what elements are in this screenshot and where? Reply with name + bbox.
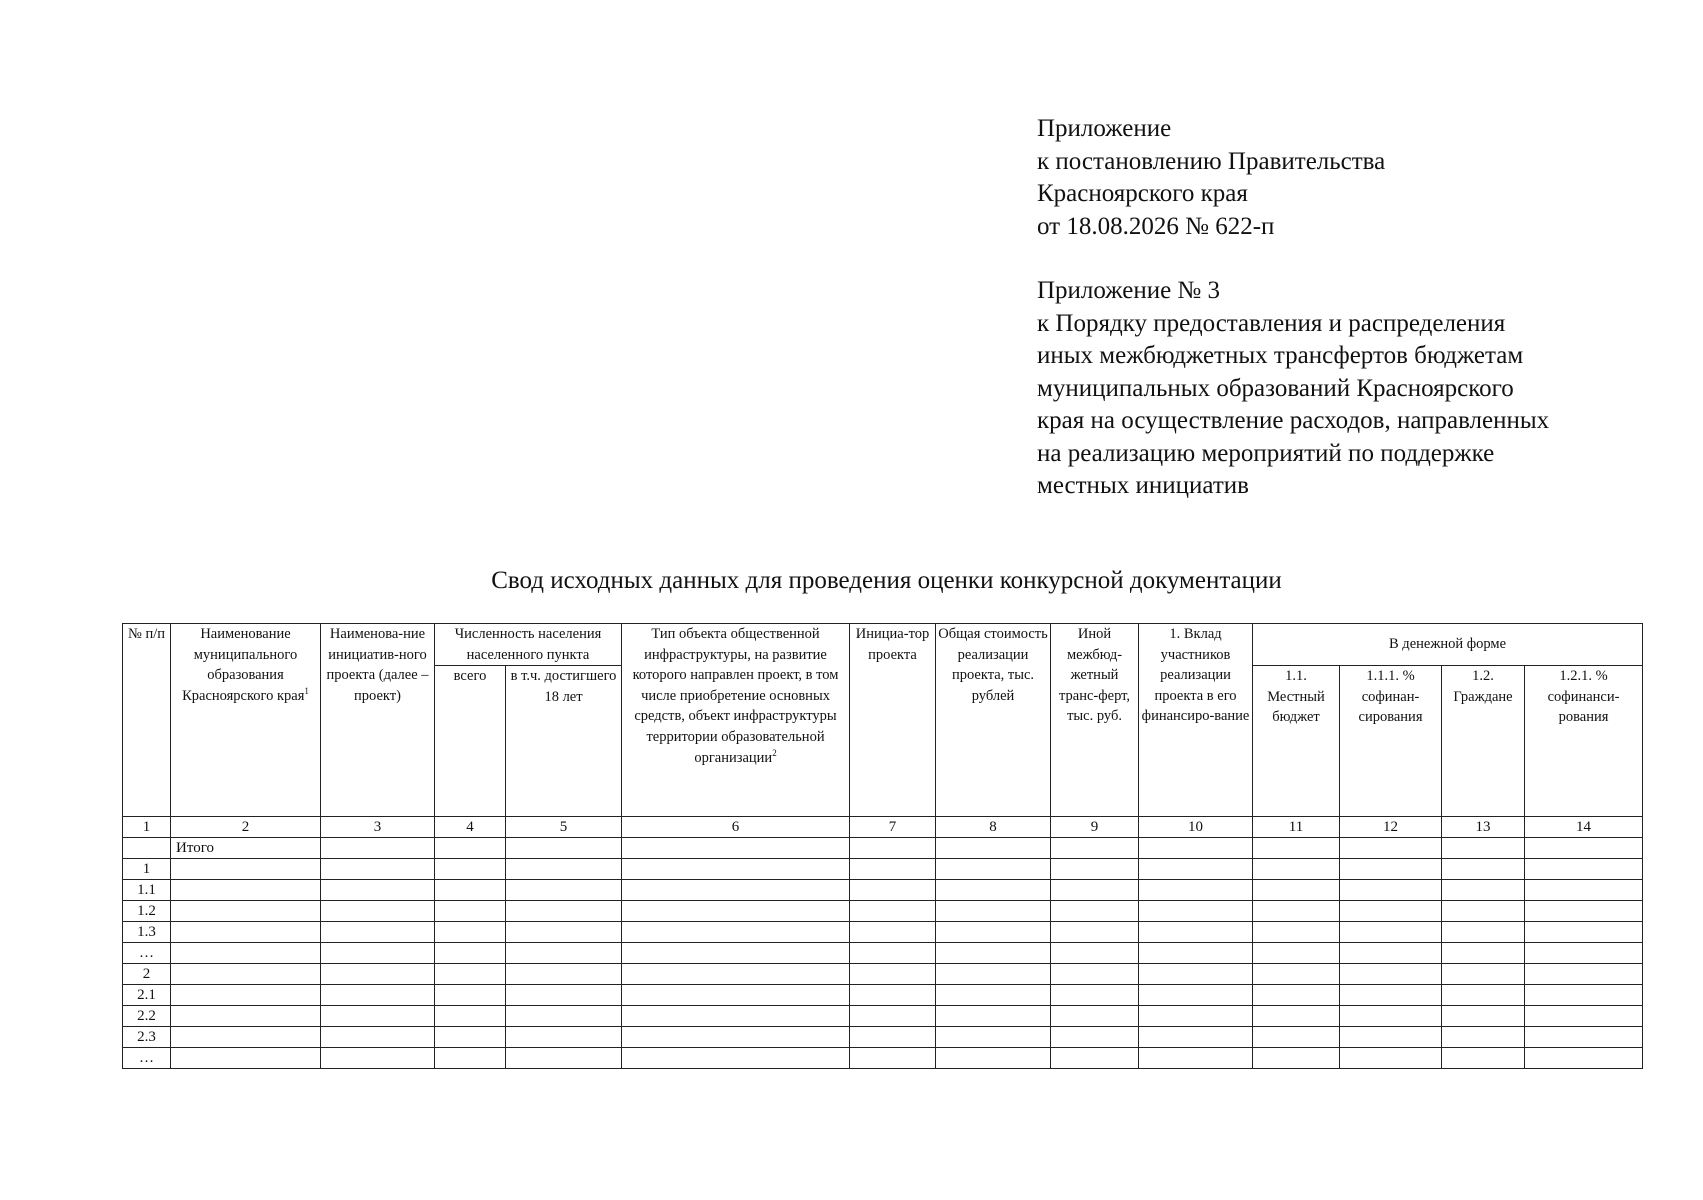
row-label-cell bbox=[171, 901, 321, 922]
empty-cell bbox=[435, 943, 506, 964]
row-number-cell bbox=[123, 838, 171, 859]
empty-cell bbox=[1340, 838, 1442, 859]
procedure-header-line: на реализацию мероприятий по поддержке bbox=[1037, 439, 1495, 467]
empty-cell bbox=[1139, 1027, 1253, 1048]
col-header-contribution: 1. Вклад участников реализации проекта в его финансиро-вание bbox=[1139, 624, 1253, 817]
empty-cell bbox=[1051, 943, 1139, 964]
empty-cell bbox=[936, 922, 1051, 943]
empty-cell bbox=[435, 1048, 506, 1069]
table-row bbox=[123, 1006, 1643, 1027]
empty-cell bbox=[435, 985, 506, 1006]
empty-cell bbox=[1525, 880, 1643, 901]
empty-cell bbox=[506, 922, 622, 943]
empty-cell bbox=[1139, 985, 1253, 1006]
empty-cell bbox=[1442, 1048, 1525, 1069]
summary-table bbox=[122, 623, 1643, 1069]
empty-cell bbox=[321, 943, 435, 964]
empty-cell bbox=[435, 880, 506, 901]
empty-cell bbox=[1139, 1048, 1253, 1069]
decree-header-line: к постановлению Правительства bbox=[1037, 147, 1386, 175]
col-header-cofinancing-pct-2: 1.2.1. % софинанси-рования bbox=[1525, 666, 1643, 817]
empty-cell bbox=[850, 1048, 936, 1069]
empty-cell bbox=[1253, 901, 1340, 922]
empty-cell bbox=[1253, 964, 1340, 985]
empty-cell bbox=[622, 880, 850, 901]
empty-cell bbox=[1051, 859, 1139, 880]
column-number-cell: 14 bbox=[1525, 817, 1643, 838]
procedure-header-line: к Порядку предоставления и распределения bbox=[1037, 309, 1506, 337]
empty-cell bbox=[1340, 880, 1442, 901]
column-number-cell: 8 bbox=[936, 817, 1051, 838]
empty-cell bbox=[1139, 838, 1253, 859]
empty-cell bbox=[1340, 901, 1442, 922]
decree-header-line: от 18.08.2026 № 622-п bbox=[1037, 212, 1275, 240]
empty-cell bbox=[1340, 943, 1442, 964]
empty-cell bbox=[1525, 1006, 1643, 1027]
empty-cell bbox=[936, 1006, 1051, 1027]
row-label-cell bbox=[171, 1027, 321, 1048]
col-header-object-type: Тип объекта общественной инфраструктуры, на развитие которого направлен проект, в том числе приобретение основных средств, объект инфраструктуры территории образовательной организации$^2$ bbox=[622, 624, 850, 817]
column-number-cell: 1 bbox=[123, 817, 171, 838]
empty-cell bbox=[622, 964, 850, 985]
col-header-municipality: Наименование муниципального образования Красноярского края$^1$ bbox=[171, 624, 321, 817]
footnote-mark-2: 2 bbox=[772, 747, 777, 758]
table-row bbox=[123, 1027, 1643, 1048]
row-number-cell: 1.1 bbox=[123, 880, 171, 901]
column-number-cell: 4 bbox=[435, 817, 506, 838]
decree-header-line: Красноярского края bbox=[1037, 180, 1248, 207]
empty-cell bbox=[1051, 964, 1139, 985]
row-label-cell bbox=[171, 964, 321, 985]
row-label-cell bbox=[171, 985, 321, 1006]
empty-cell bbox=[1253, 985, 1340, 1006]
empty-cell bbox=[435, 1027, 506, 1048]
appendix-header-procedure bbox=[1037, 275, 1677, 503]
empty-cell bbox=[1051, 901, 1139, 922]
column-number-cell: 3 bbox=[321, 817, 435, 838]
empty-cell bbox=[1525, 838, 1643, 859]
empty-cell bbox=[1525, 901, 1643, 922]
row-number-cell: 1.2 bbox=[123, 901, 171, 922]
empty-cell bbox=[1253, 922, 1340, 943]
empty-cell bbox=[506, 859, 622, 880]
empty-cell bbox=[622, 901, 850, 922]
empty-cell bbox=[1253, 838, 1340, 859]
row-label-cell bbox=[171, 1048, 321, 1069]
empty-cell bbox=[622, 1006, 850, 1027]
empty-cell bbox=[850, 1027, 936, 1048]
empty-cell bbox=[1051, 922, 1139, 943]
row-number-cell: 2.3 bbox=[123, 1027, 171, 1048]
row-label-cell bbox=[171, 1006, 321, 1027]
empty-cell bbox=[1139, 1006, 1253, 1027]
column-number-cell: 5 bbox=[506, 817, 622, 838]
col-header-no: № п/п bbox=[123, 624, 171, 817]
empty-cell bbox=[1525, 922, 1643, 943]
empty-cell bbox=[506, 1048, 622, 1069]
empty-cell bbox=[850, 943, 936, 964]
empty-cell bbox=[435, 922, 506, 943]
empty-cell bbox=[936, 985, 1051, 1006]
empty-cell bbox=[1139, 964, 1253, 985]
row-number-cell: … bbox=[123, 943, 171, 964]
empty-cell bbox=[506, 880, 622, 901]
empty-cell bbox=[1340, 985, 1442, 1006]
appendix-header-decree bbox=[1037, 113, 1677, 243]
empty-cell bbox=[1340, 859, 1442, 880]
row-number-cell: 1 bbox=[123, 859, 171, 880]
empty-cell bbox=[321, 985, 435, 1006]
empty-cell bbox=[1253, 943, 1340, 964]
empty-cell bbox=[622, 922, 850, 943]
empty-cell bbox=[850, 922, 936, 943]
empty-cell bbox=[1442, 1027, 1525, 1048]
table-row bbox=[123, 838, 1643, 859]
empty-cell bbox=[1442, 901, 1525, 922]
empty-cell bbox=[1051, 985, 1139, 1006]
table-row bbox=[123, 1048, 1643, 1069]
row-number-cell: 2.1 bbox=[123, 985, 171, 1006]
col-header-local-budget: 1.1. Местный бюджет bbox=[1253, 666, 1340, 817]
empty-cell bbox=[506, 943, 622, 964]
empty-cell bbox=[850, 985, 936, 1006]
empty-cell bbox=[1442, 838, 1525, 859]
empty-cell bbox=[1051, 838, 1139, 859]
col-header-cofinancing-pct-1: 1.1.1. % софинан-сирования bbox=[1340, 666, 1442, 817]
empty-cell bbox=[850, 880, 936, 901]
empty-cell bbox=[622, 943, 850, 964]
procedure-header-line: края на осуществление расходов, направленных bbox=[1037, 407, 1550, 434]
column-number-cell: 13 bbox=[1442, 817, 1525, 838]
empty-cell bbox=[1253, 859, 1340, 880]
empty-cell bbox=[1139, 901, 1253, 922]
empty-cell bbox=[1139, 880, 1253, 901]
empty-cell bbox=[850, 859, 936, 880]
footnote-mark-1: 1 bbox=[304, 685, 309, 696]
empty-cell bbox=[1253, 880, 1340, 901]
table-row bbox=[123, 880, 1643, 901]
empty-cell bbox=[936, 838, 1051, 859]
empty-cell bbox=[850, 838, 936, 859]
empty-cell bbox=[506, 901, 622, 922]
col-header-total-cost: Общая стоимость реализации проекта, тыс. рублей bbox=[936, 624, 1051, 817]
empty-cell bbox=[1442, 880, 1525, 901]
empty-cell bbox=[435, 964, 506, 985]
procedure-header-line: иных межбюджетных трансфертов бюджетам bbox=[1037, 342, 1524, 369]
col-header-other-transfer: Иной межбюд-жетный транс-ферт, тыс. руб. bbox=[1051, 624, 1139, 817]
column-number-cell: 10 bbox=[1139, 817, 1253, 838]
document-title: Свод исходных данных для проведения оценки конкурсной документации bbox=[491, 567, 1282, 594]
header-spacer bbox=[1037, 243, 1677, 275]
col-header-project-name: Наименова-ние инициатив-ного проекта (далее – проект) bbox=[321, 624, 435, 817]
empty-cell bbox=[435, 859, 506, 880]
empty-cell bbox=[850, 1006, 936, 1027]
empty-cell bbox=[622, 859, 850, 880]
empty-cell bbox=[1051, 1006, 1139, 1027]
empty-cell bbox=[506, 838, 622, 859]
row-number-cell: 1.3 bbox=[123, 922, 171, 943]
table-row bbox=[123, 922, 1643, 943]
empty-cell bbox=[1340, 1048, 1442, 1069]
empty-cell bbox=[850, 901, 936, 922]
empty-cell bbox=[1253, 1006, 1340, 1027]
empty-cell bbox=[936, 1027, 1051, 1048]
empty-cell bbox=[1253, 1048, 1340, 1069]
empty-cell bbox=[1051, 880, 1139, 901]
col-header-population: Численность населения населенного пункта bbox=[435, 624, 622, 666]
empty-cell bbox=[936, 964, 1051, 985]
appendix-header bbox=[1037, 113, 1677, 503]
row-number-cell: 2.2 bbox=[123, 1006, 171, 1027]
empty-cell bbox=[321, 922, 435, 943]
empty-cell bbox=[1340, 1006, 1442, 1027]
empty-cell bbox=[321, 1027, 435, 1048]
empty-cell bbox=[622, 985, 850, 1006]
column-number-cell: 7 bbox=[850, 817, 936, 838]
row-label-cell bbox=[171, 859, 321, 880]
empty-cell bbox=[1442, 922, 1525, 943]
empty-cell bbox=[1139, 859, 1253, 880]
empty-cell bbox=[1340, 922, 1442, 943]
empty-cell bbox=[321, 964, 435, 985]
empty-cell bbox=[850, 964, 936, 985]
procedure-header-line: местных инициатив bbox=[1037, 472, 1249, 499]
empty-cell bbox=[506, 964, 622, 985]
table-row bbox=[123, 859, 1643, 880]
table-row bbox=[123, 901, 1643, 922]
empty-cell bbox=[321, 901, 435, 922]
empty-cell bbox=[936, 880, 1051, 901]
column-numbers-row bbox=[123, 817, 1643, 838]
empty-cell bbox=[1442, 964, 1525, 985]
empty-cell bbox=[506, 1006, 622, 1027]
empty-cell bbox=[936, 1048, 1051, 1069]
empty-cell bbox=[936, 859, 1051, 880]
col-header-citizens: 1.2. Граждане bbox=[1442, 666, 1525, 817]
row-label-cell bbox=[171, 943, 321, 964]
empty-cell bbox=[936, 901, 1051, 922]
empty-cell bbox=[622, 1027, 850, 1048]
empty-cell bbox=[1525, 859, 1643, 880]
empty-cell bbox=[321, 859, 435, 880]
table-row bbox=[123, 985, 1643, 1006]
table-body bbox=[123, 838, 1643, 1069]
empty-cell bbox=[321, 838, 435, 859]
empty-cell bbox=[1525, 943, 1643, 964]
empty-cell bbox=[1442, 1006, 1525, 1027]
column-number-cell: 2 bbox=[171, 817, 321, 838]
empty-cell bbox=[1525, 1048, 1643, 1069]
col-header-cash-form: В денежной форме bbox=[1253, 624, 1643, 666]
empty-cell bbox=[936, 943, 1051, 964]
col-header-population-total: всего bbox=[435, 666, 506, 817]
empty-cell bbox=[1139, 922, 1253, 943]
column-number-cell: 12 bbox=[1340, 817, 1442, 838]
empty-cell bbox=[622, 1048, 850, 1069]
decree-header-line: Приложение bbox=[1037, 115, 1172, 142]
empty-cell bbox=[1525, 1027, 1643, 1048]
empty-cell bbox=[321, 1048, 435, 1069]
empty-cell bbox=[1525, 985, 1643, 1006]
col-header-initiator: Инициа-тор проекта bbox=[850, 624, 936, 817]
empty-cell bbox=[1340, 964, 1442, 985]
col-header-population-adult: в т.ч. достигшего 18 лет bbox=[506, 666, 622, 817]
empty-cell bbox=[321, 880, 435, 901]
table-row bbox=[123, 964, 1643, 985]
empty-cell bbox=[506, 1027, 622, 1048]
empty-cell bbox=[1442, 859, 1525, 880]
empty-cell bbox=[1525, 964, 1643, 985]
row-label-cell bbox=[171, 880, 321, 901]
empty-cell bbox=[622, 838, 850, 859]
empty-cell bbox=[1051, 1027, 1139, 1048]
empty-cell bbox=[435, 1006, 506, 1027]
empty-cell bbox=[1253, 1027, 1340, 1048]
empty-cell bbox=[1442, 985, 1525, 1006]
row-label-cell: Итого bbox=[171, 838, 321, 859]
empty-cell bbox=[435, 838, 506, 859]
row-label-cell bbox=[171, 922, 321, 943]
row-number-cell: 2 bbox=[123, 964, 171, 985]
empty-cell bbox=[1340, 1027, 1442, 1048]
empty-cell bbox=[1442, 943, 1525, 964]
empty-cell bbox=[1139, 943, 1253, 964]
empty-cell bbox=[435, 901, 506, 922]
table-row bbox=[123, 943, 1643, 964]
empty-cell bbox=[506, 985, 622, 1006]
row-number-cell: … bbox=[123, 1048, 171, 1069]
empty-cell bbox=[321, 1006, 435, 1027]
procedure-header-line: Приложение № 3 bbox=[1037, 277, 1221, 304]
column-number-cell: 11 bbox=[1253, 817, 1340, 838]
column-number-cell: 9 bbox=[1051, 817, 1139, 838]
empty-cell bbox=[1051, 1048, 1139, 1069]
column-number-cell: 6 bbox=[622, 817, 850, 838]
procedure-header-line: муниципальных образований Красноярского bbox=[1037, 374, 1514, 402]
